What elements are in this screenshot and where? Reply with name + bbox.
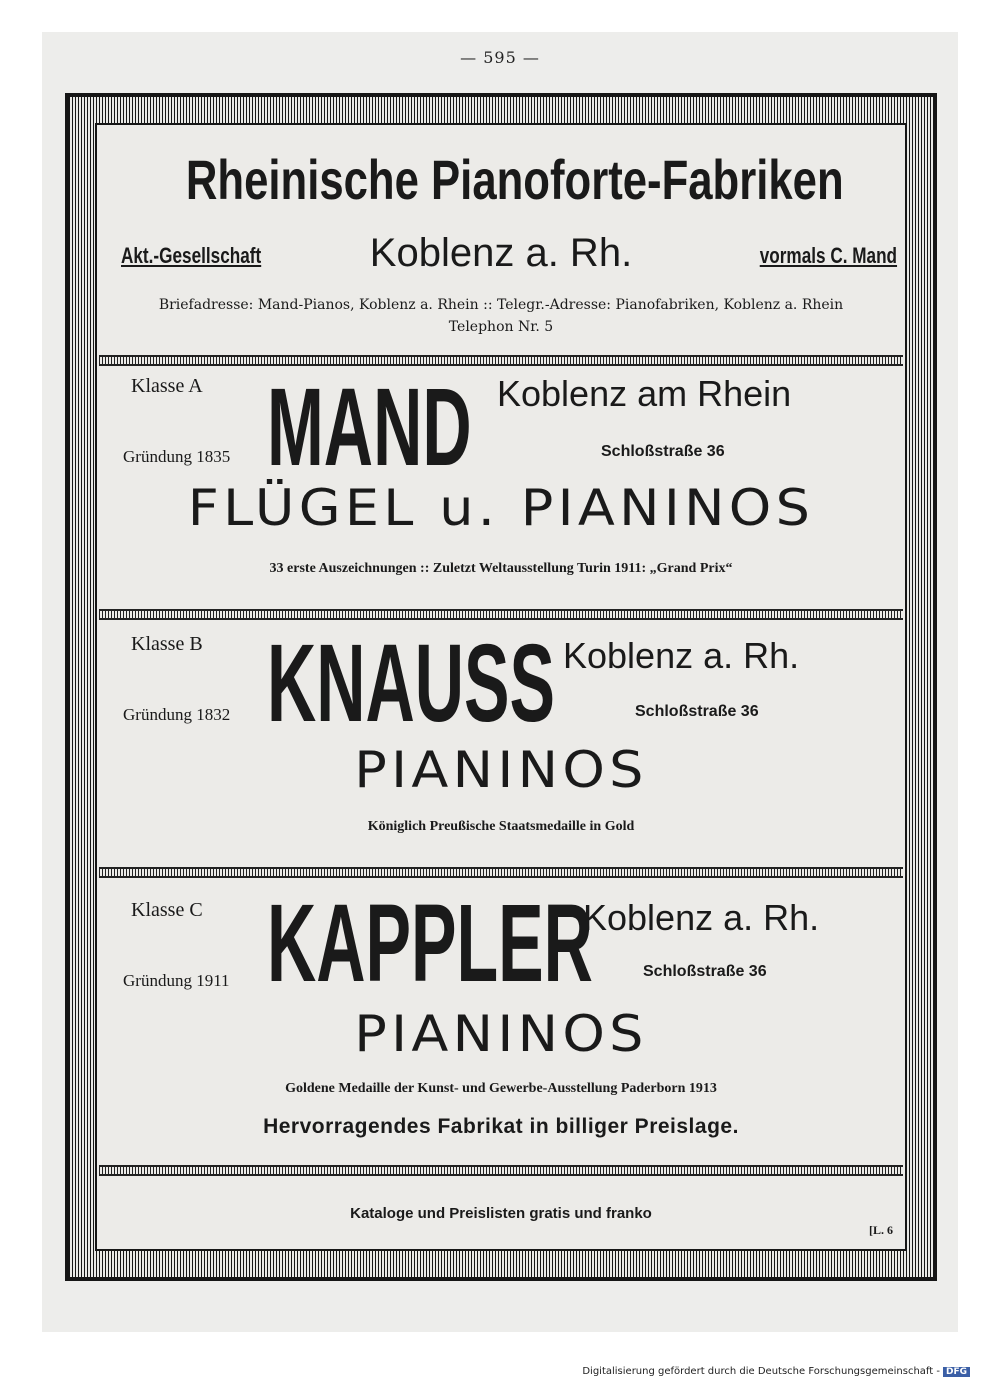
reference-mark: [L. 6 bbox=[869, 1223, 893, 1237]
product-line: FLÜGEL u. PIANINOS bbox=[187, 479, 815, 537]
brand-street: Schloßstraße 36 bbox=[643, 963, 767, 980]
brand-name: MAND bbox=[267, 366, 472, 489]
brand-name: KNAUSS bbox=[267, 622, 555, 745]
award-line: Königlich Preußische Staatsmedaille in Gold bbox=[367, 819, 635, 834]
footer-section bbox=[97, 1175, 905, 1255]
brand-city: Koblenz a. Rh. bbox=[563, 635, 800, 676]
product-line: PIANINOS bbox=[354, 1005, 648, 1063]
founding-year: Gründung 1832 bbox=[123, 705, 231, 724]
brand-city: Koblenz a. Rh. bbox=[583, 897, 820, 938]
address-line: Briefadresse: Mand-Pianos, Koblenz a. Rhein :: Telegr.-Adresse: Pianofabriken, Koblenz a. Rhein bbox=[158, 297, 844, 313]
telephone-line: Telephon Nr. 5 bbox=[448, 319, 554, 335]
company-title: Rheinische Pianoforte-Fabriken bbox=[185, 148, 844, 211]
award-line: Goldene Medaille der Kunst- und Gewerbe-Ausstellung Paderborn 1913 bbox=[285, 1081, 717, 1096]
company-form-label: Akt.-Gesellschaft bbox=[121, 243, 262, 268]
product-line: PIANINOS bbox=[354, 741, 648, 799]
credit-text: Digitalisierung gefördert durch die Deutsche Forschungsgemeinschaft - bbox=[582, 1366, 940, 1377]
section-klasse-b bbox=[97, 619, 905, 863]
advertisement-frame bbox=[65, 93, 937, 1281]
company-former-name: vormals C. Mand bbox=[759, 243, 897, 268]
founding-year: Gründung 1835 bbox=[123, 447, 231, 466]
brand-name: KAPPLER bbox=[267, 882, 593, 1005]
header-section bbox=[97, 125, 905, 351]
klasse-label: Klasse B bbox=[131, 633, 203, 655]
slogan-line: Hervorragendes Fabrikat in billiger Preislage. bbox=[263, 1115, 739, 1138]
dfg-logo-icon: DFG bbox=[943, 1367, 970, 1377]
section-klasse-c bbox=[97, 877, 905, 1167]
page-number: — 595 — bbox=[460, 48, 540, 67]
klasse-label: Klasse A bbox=[131, 375, 203, 397]
klasse-label: Klasse C bbox=[131, 899, 203, 921]
advertisement-body bbox=[95, 123, 907, 1251]
award-line: 33 erste Auszeichnungen :: Zuletzt Weltausstellung Turin 1911: „Grand Prix“ bbox=[269, 561, 733, 576]
brand-city: Koblenz am Rhein bbox=[497, 373, 792, 414]
founding-year: Gründung 1911 bbox=[123, 971, 230, 990]
brand-street: Schloßstraße 36 bbox=[601, 443, 725, 460]
company-city: Koblenz a. Rh. bbox=[369, 231, 633, 275]
section-klasse-a bbox=[97, 365, 905, 605]
brand-street: Schloßstraße 36 bbox=[635, 703, 759, 720]
catalog-note: Kataloge und Preislisten gratis und franko bbox=[350, 1205, 652, 1222]
digitization-credit bbox=[582, 1366, 970, 1377]
